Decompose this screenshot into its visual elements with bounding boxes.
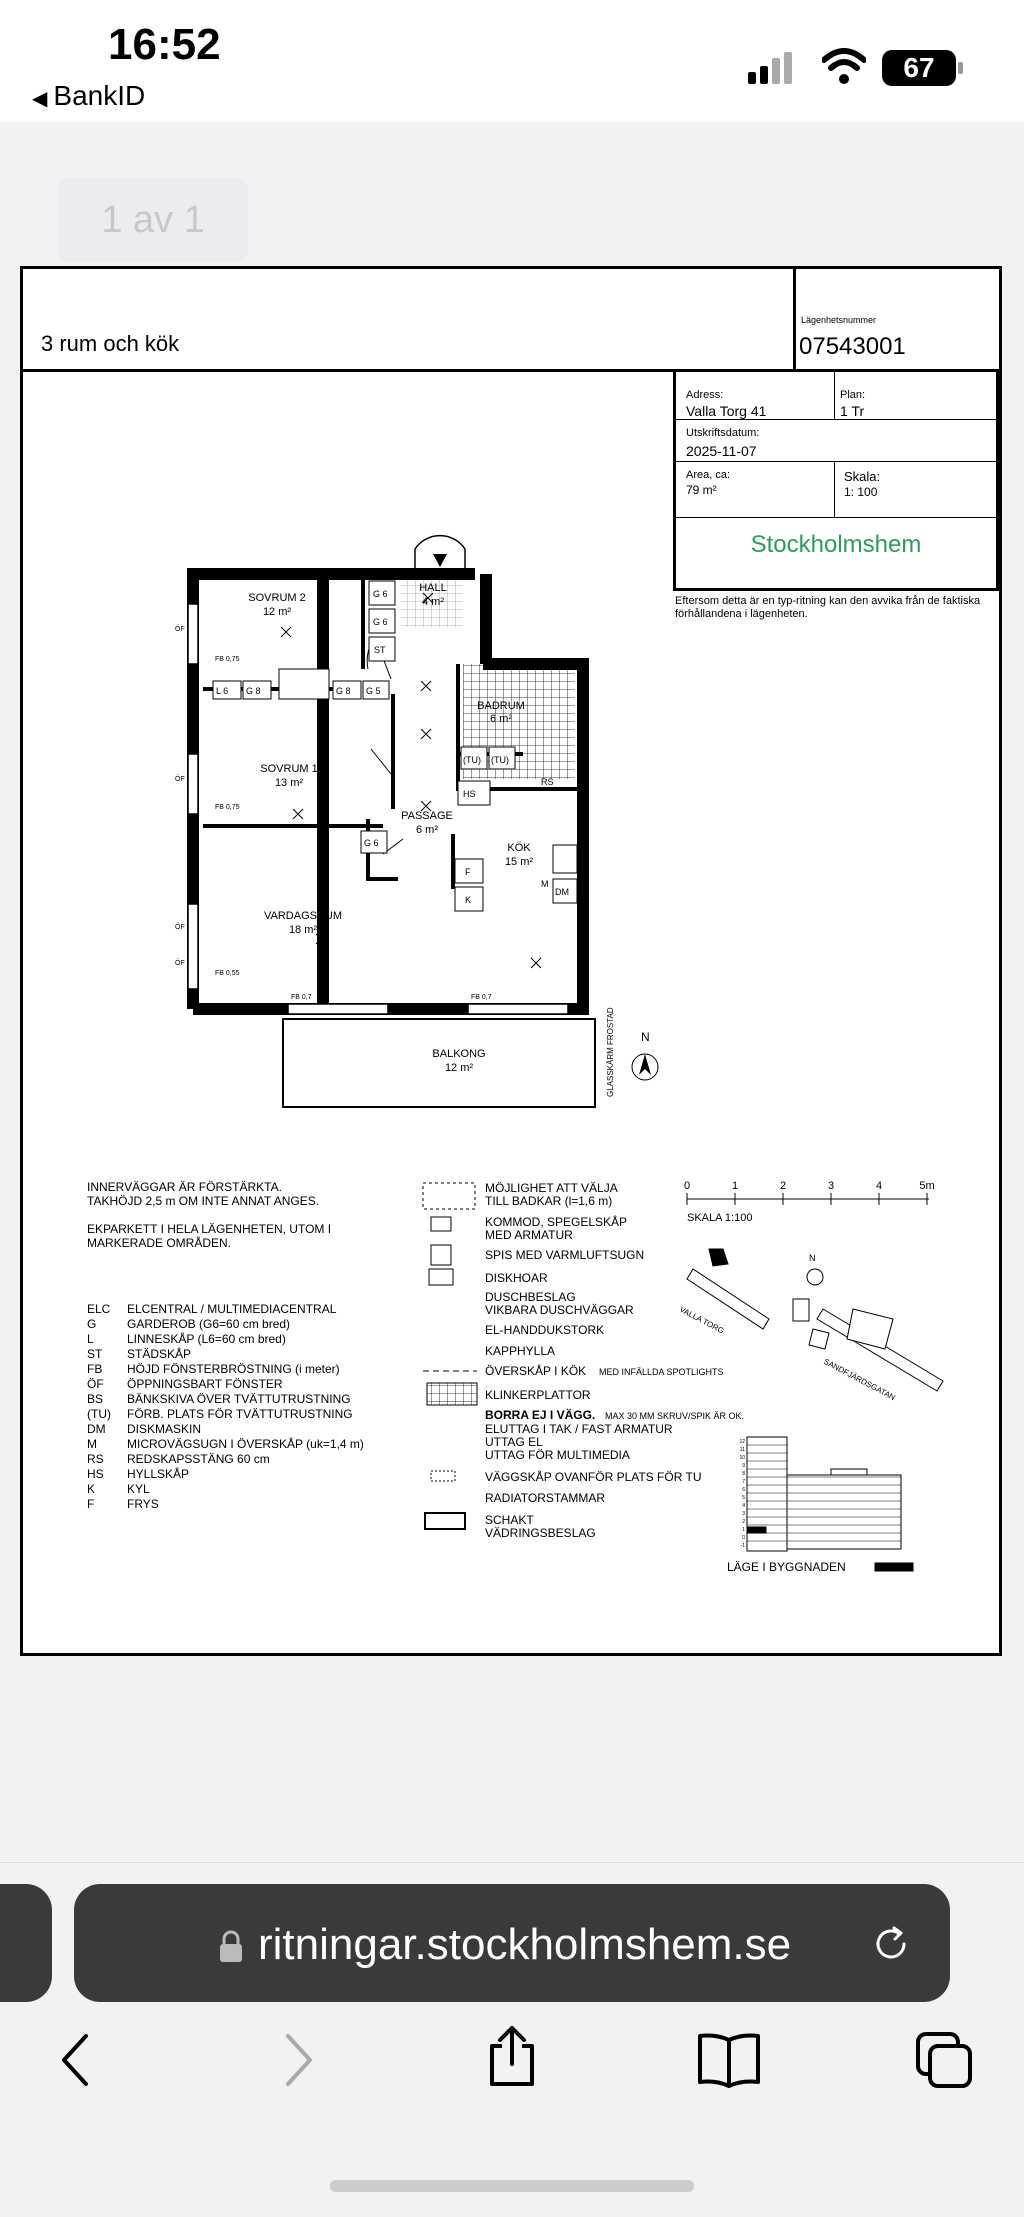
abbr-key: M	[87, 1437, 97, 1451]
back-to-app-link[interactable]	[32, 80, 145, 112]
disclaimer: Eftersom detta är en typ-ritning kan den avvika från de faktiska förhållandena i lägenheten.	[675, 595, 981, 620]
abbr-text: ÖPPNINGSBART FÖNSTER	[127, 1377, 283, 1391]
abbr-text: DISKMASKIN	[127, 1422, 202, 1436]
reload-icon[interactable]	[870, 1922, 914, 1966]
bathtub-option-icon	[423, 1183, 475, 1209]
fixture-label: ÖF	[175, 776, 185, 783]
lock-icon	[218, 1930, 244, 1964]
scale-bar	[684, 1180, 935, 1224]
fixture-label: G 6	[373, 589, 388, 599]
abbr-text: FÖRB. PLATS FÖR TVÄTTUTRUSTNING	[127, 1407, 353, 1421]
legend-text: DISKHOAR	[485, 1271, 548, 1285]
back-icon[interactable]	[56, 2030, 96, 2090]
legend-text: DUSCHBESLAG	[485, 1290, 576, 1304]
floor-plan-document	[20, 266, 1002, 1656]
fixture-label: FB 0,75	[215, 656, 240, 663]
abbr-text: LINNESKÅP (L6=60 cm bred)	[127, 1332, 286, 1346]
previous-tab-bar[interactable]	[0, 1884, 52, 2002]
building-diagram	[727, 1437, 913, 1574]
abbr-text: REDSKAPSSTÄNG 60 cm	[127, 1452, 270, 1466]
abbr-key: ÖF	[87, 1377, 104, 1391]
legend-text: MAX 30 MM SKRUV/SPIK ÄR OK.	[605, 1411, 745, 1421]
status-bar	[0, 0, 1024, 122]
legend-text: KOMMOD, SPEGELSKÅP	[485, 1215, 628, 1229]
room-area: 6 m²	[416, 824, 438, 836]
floor-number: 8	[742, 1471, 745, 1477]
area-label: Area, ca:	[686, 469, 731, 481]
abbr-key: F	[87, 1497, 95, 1511]
legend-text: SCHAKT	[485, 1513, 534, 1527]
browser-toolbar	[0, 2030, 1024, 2110]
address-value: Valla Torg 41	[686, 403, 767, 419]
note-line: MARKERADE OMRÅDEN.	[87, 1236, 232, 1250]
abbr-key: G	[87, 1317, 97, 1331]
floor-number: 0	[742, 1535, 745, 1541]
floor-number: 3	[742, 1511, 745, 1517]
legend-text: VÄGGSKÅP OVANFÖR PLATS FÖR TU	[485, 1470, 702, 1484]
legend-text: TILL BADKAR (l=1,6 m)	[485, 1194, 613, 1208]
north-arrow-needle	[639, 1054, 651, 1075]
abbr-text: MICROVÄGSUGN I ÖVERSKÅP (uk=1,4 m)	[127, 1437, 364, 1451]
print-date-label: Utskriftsdatum:	[686, 427, 760, 439]
abbr-key: DM	[87, 1422, 106, 1436]
bookmarks-icon[interactable]	[696, 2030, 762, 2090]
street-name: SANDFJÄRDSGATAN	[822, 1356, 897, 1403]
fixture-label: G 8	[246, 686, 261, 696]
fixture-label: ÖF	[175, 960, 185, 967]
battery-cap	[958, 62, 963, 74]
floor-number: 2	[742, 1519, 745, 1525]
floor-number: 5	[742, 1495, 745, 1501]
abbr-text: GARDEROB (G6=60 cm bred)	[127, 1317, 291, 1331]
abbr-text: KYL	[127, 1482, 150, 1496]
room-name: SOVRUM 2	[248, 592, 306, 604]
plan-label: Plan:	[840, 389, 866, 401]
legend-text: BORRA EJ I VÄGG.	[485, 1408, 596, 1422]
room-area: 4 m²	[422, 596, 444, 608]
floor-number: 9	[742, 1463, 745, 1469]
abbr-key: BS	[87, 1392, 104, 1406]
room-name: PASSAGE	[401, 810, 453, 822]
header-divider	[793, 269, 796, 369]
wall-cabinet-icon	[431, 1471, 455, 1481]
fixture-label: F	[465, 867, 471, 877]
abbr-key: FB	[87, 1362, 103, 1376]
fixture-label: RS	[541, 777, 554, 787]
floor-number: 6	[742, 1487, 745, 1493]
battery-icon: 67	[882, 50, 956, 86]
abbr-key: ELC	[87, 1302, 111, 1316]
legend-text: VIKBARA DUSCHVÄGGAR	[485, 1303, 634, 1317]
fixture-label: G 6	[364, 838, 379, 848]
fixture-label: HS	[463, 789, 476, 799]
scale-tick: 4	[875, 1180, 883, 1192]
fixture-label: G 5	[366, 686, 381, 696]
fixture-label: G 6	[373, 617, 388, 627]
legend-text: VÄDRINGSBESLAG	[485, 1526, 596, 1540]
forward-icon[interactable]	[278, 2030, 318, 2090]
abbr-key: L	[87, 1332, 94, 1346]
abbr-key: HS	[87, 1467, 104, 1481]
room-area: 6 m²	[490, 713, 512, 725]
balcony	[283, 1019, 595, 1107]
home-indicator	[330, 2180, 694, 2192]
abbr-text: FRYS	[127, 1497, 159, 1511]
address-bar[interactable]	[74, 1884, 950, 2002]
abbr-key: K	[87, 1482, 96, 1496]
scale-tick: 3	[827, 1180, 835, 1192]
fixture-label: ÖF	[175, 924, 185, 931]
room-name: VARDAGSRUM	[263, 910, 343, 922]
fixture-label: ST	[374, 645, 386, 655]
fixture-label: DM	[555, 887, 569, 897]
room-name: BALKONG	[432, 1048, 486, 1060]
building-label: LÄGE I BYGGNADEN	[727, 1560, 846, 1574]
note-line: EKPARKETT I HELA LÄGENHETEN, UTOM I	[87, 1222, 332, 1236]
fixture-label: FB 0,55	[215, 970, 240, 977]
scale-label: SKALA 1:100	[687, 1212, 753, 1224]
tiles-icon	[427, 1383, 477, 1405]
abbr-key: ST	[87, 1347, 103, 1361]
legend-text: SPIS MED VARMLUFTSUGN	[485, 1248, 645, 1262]
abbr-text: ELCENTRAL / MULTIMEDIACENTRAL	[127, 1302, 337, 1316]
room-name: HALL	[419, 582, 447, 594]
legend-text: UTTAG FÖR MULTIMEDIA	[485, 1448, 630, 1462]
fixture-label: FB 0,7	[471, 994, 492, 1001]
print-date-value: 2025-11-07	[686, 443, 757, 459]
abbr-text: HYLLSKÅP	[127, 1467, 190, 1481]
room-area: 18 m²	[288, 924, 318, 936]
room-area: 12 m²	[262, 606, 292, 618]
legend-text: ÖVERSKÅP I KÖK	[485, 1364, 587, 1378]
scale-tick: 2	[779, 1180, 787, 1192]
scale-value: 1: 100	[844, 485, 878, 499]
address-label: Adress:	[686, 389, 724, 401]
note-line: INNERVÄGGAR ÄR FÖRSTÄRKTA.	[87, 1180, 282, 1194]
scale-tick: 0	[683, 1180, 691, 1192]
fixture-label: (TU)	[463, 755, 481, 765]
fixture-label: M	[541, 879, 549, 889]
windows-left	[188, 604, 198, 989]
fixture-label: GLASSKÄRM FROSTAD	[606, 1007, 615, 1097]
legend-text: MÖJLIGHET ATT VÄLJA	[485, 1181, 618, 1195]
site-plan	[678, 1249, 943, 1402]
fixture-label: ÖF	[175, 626, 185, 633]
apartment-number: 07543001	[799, 333, 906, 360]
plan-value: 1 Tr	[840, 403, 865, 419]
floor-number: 10	[739, 1455, 745, 1461]
legend-text: MED ARMATUR	[485, 1228, 573, 1242]
document-title: 3 rum och kök	[41, 331, 180, 356]
room-name: SOVRUM 1	[260, 763, 318, 775]
fixture-label: K	[465, 895, 472, 905]
floor-number: 4	[742, 1503, 745, 1509]
share-icon[interactable]	[486, 2024, 538, 2090]
room-area: 12 m²	[444, 1062, 474, 1074]
abbr-text: HÖJD FÖNSTERBRÖSTNING (i meter)	[127, 1362, 340, 1376]
clock: 16:52	[108, 20, 221, 69]
page-counter: 1 av 1	[58, 178, 248, 262]
wifi-icon	[822, 48, 866, 86]
abbreviations	[87, 1302, 364, 1511]
legend	[423, 1181, 744, 1540]
abbr-text: BÄNKSKIVA ÖVER TVÄTTUTRUSTNING	[127, 1392, 351, 1406]
floor-number: 11	[739, 1447, 745, 1453]
notes	[87, 1180, 331, 1250]
sink-icon	[429, 1269, 453, 1285]
room-area: 15 m²	[504, 856, 534, 868]
fixture-label: FB 0,7	[291, 994, 312, 1001]
back-app-label: BankID	[53, 80, 146, 111]
legend-text: KLINKERPLATTOR	[485, 1388, 591, 1402]
brand-logo: Stockholmshem	[750, 531, 922, 558]
legend-text: ELUTTAG I TAK / FAST ARMATUR	[485, 1422, 673, 1436]
floor-number: 12	[739, 1439, 745, 1445]
apartment-number-label: Lägenhetsnummer	[801, 315, 877, 325]
floor-plan-drawing	[23, 369, 999, 1659]
scale-label: Skala:	[844, 469, 881, 484]
floor-number: 1	[742, 1527, 745, 1533]
fixture-label: G 8	[336, 686, 351, 696]
note-line: TAKHÖJD 2,5 m OM INTE ANNAT ANGES.	[87, 1194, 320, 1208]
legend-text: EL-HANDDUKSTORK	[485, 1323, 605, 1337]
fixture-label: (TU)	[491, 755, 509, 765]
shaft-icon	[425, 1513, 465, 1529]
room-name: KÖK	[507, 842, 531, 854]
url-text: ritningar.stockholmshem.se	[258, 1920, 792, 1969]
abbr-text: STÄDSKÅP	[127, 1347, 192, 1361]
area-value: 79 m²	[686, 483, 717, 497]
street-name: VALLA TORG	[678, 1304, 726, 1336]
entrance-arrow-icon	[433, 554, 447, 567]
interior-doors	[367, 637, 403, 854]
abbr-key: RS	[87, 1452, 104, 1466]
legend-text: UTTAG EL	[485, 1435, 543, 1449]
room-area: 13 m²	[274, 777, 304, 789]
cellular-signal-icon	[748, 52, 796, 84]
site-north: N	[809, 1253, 816, 1263]
fixture-label: L 6	[216, 686, 229, 696]
scale-tick: 5m	[919, 1180, 935, 1192]
legend-text: MED INFÄLLDA SPOTLIGHTS	[599, 1367, 724, 1377]
scale-tick: 1	[731, 1180, 739, 1192]
abbr-key: (TU)	[87, 1407, 111, 1421]
stove-icon	[431, 1245, 451, 1265]
legend-text: KAPPHYLLA	[485, 1344, 556, 1358]
floor-number: 7	[742, 1479, 745, 1485]
fixture-label: FB 0,75	[215, 804, 240, 811]
fixture-label: N	[641, 1030, 650, 1044]
tabs-icon[interactable]	[914, 2030, 976, 2092]
back-triangle-icon: ◀	[32, 88, 48, 110]
cabinet-icon	[431, 1217, 451, 1231]
legend-text: RADIATORSTAMMAR	[485, 1491, 606, 1505]
room-name: BADRUM	[477, 700, 525, 712]
floor-number: -1	[740, 1543, 745, 1549]
